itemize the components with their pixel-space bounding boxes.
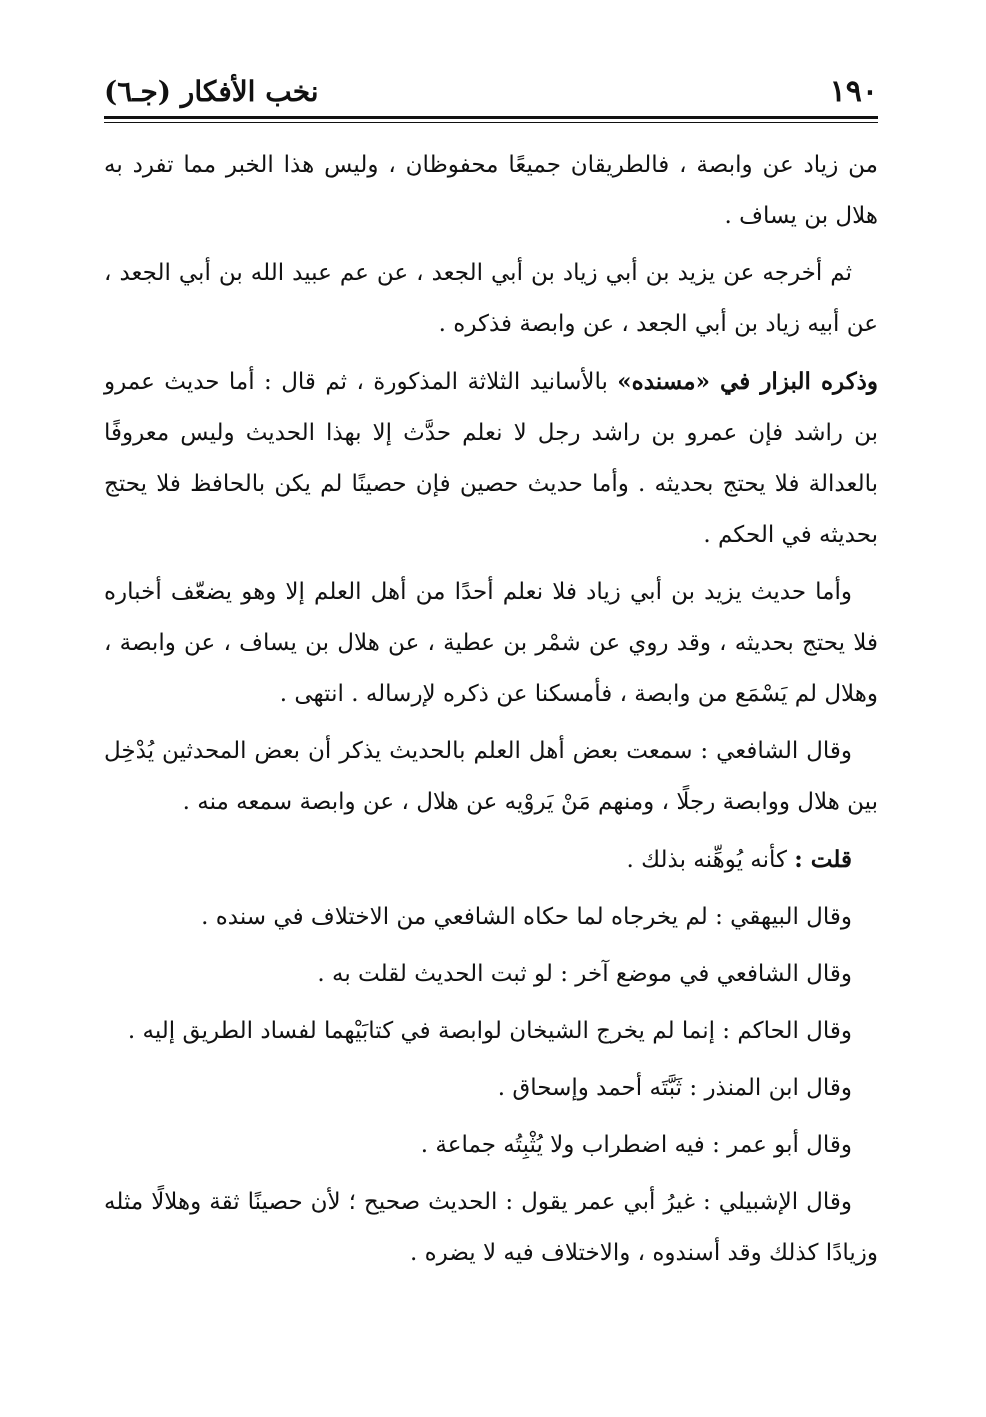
page-number: ١٩٠	[829, 74, 878, 109]
paragraph	[104, 248, 878, 350]
running-title: نخب الأفكار (جـ٦)	[104, 75, 319, 108]
paragraph-text: وقال البيهقي : لم يخرجاه لما حكاه الشافعي من الاختلاف في سنده .	[201, 904, 852, 930]
paragraph-text: وقال ابن المنذر : ثَبَّتَه أحمد وإسحاق .	[497, 1075, 852, 1101]
paragraph-text: وقال أبو عمر : فيه اضطراب ولا يُثْبِتُه جماعة .	[420, 1132, 852, 1158]
paragraph-text: كأنه يُوهِّنه بذلك .	[626, 847, 795, 873]
body-text	[104, 140, 878, 1285]
header-rule-thin	[104, 122, 878, 123]
paragraph	[104, 140, 878, 242]
paragraph-text: وقال الحاكم : إنما لم يخرج الشيخان لوابصة في كتابَيْهما لفساد الطريق إليه .	[127, 1018, 852, 1044]
paragraph	[104, 834, 878, 886]
paragraph-text: وأما حديث يزيد بن أبي زياد فلا نعلم أحدًا من أهل العلم إلا وهو يضعّف أخباره فلا يحتج بحديثه ، وقد روي عن شمْر بن عطية ، عن هلال بن يساف ، عن وابصة ، وهلال لم يَسْمَع من وابصة ، فأمسكنا عن ذكره لإرساله . انتهى .	[104, 579, 878, 707]
paragraph	[104, 726, 878, 828]
paragraph	[104, 567, 878, 720]
paragraph-text: بالأسانيد الثلاثة المذكورة ، ثم قال : أما حديث عمرو بن راشد فإن عمرو بن راشد رجل لا نعلم حدَّث إلا بهذا الحديث وليس معروفًا بالعدالة فلا يحتج بحديثه . وأما حديث حصين فإن حصينًا لم يكن بالحافظ فلا يحتج بحديثه في الحكم .	[104, 369, 878, 548]
paragraph	[104, 1006, 878, 1057]
header-rule-thick	[104, 116, 878, 119]
paragraph-bold-lead: وذكره البزار في «مسنده»	[617, 368, 878, 395]
paragraph-text: وقال الشافعي في موضع آخر : لو ثبت الحديث لقلت به .	[317, 961, 852, 987]
paragraph-text: وقال الإشبيلي : غيرُ أبي عمر يقول : الحديث صحيح ؛ لأن حصينًا ثقة وهلالًا مثله وزيادًا كذلك وقد أسندوه ، والاختلاف فيه لا يضره .	[104, 1189, 878, 1266]
paragraph	[104, 356, 878, 561]
paragraph-text: وقال الشافعي : سمعت بعض أهل العلم بالحديث يذكر أن بعض المحدثين يُدْخِل بين هلال ووابصة رجلًا ، ومنهم مَنْ يَروْيه عن هلال ، عن وابصة سمعه منه .	[104, 738, 878, 815]
paragraph	[104, 949, 878, 1000]
paragraph	[104, 1063, 878, 1114]
paragraph	[104, 1120, 878, 1171]
paragraph-text: ثم أخرجه عن يزيد بن أبي زياد بن أبي الجعد ، عن عم عبيد الله بن أبي الجعد ، عن أبيه زياد بن أبي الجعد ، عن وابصة فذكره .	[104, 260, 878, 337]
paragraph-bold-lead: قلت :	[794, 846, 852, 873]
paragraph	[104, 1177, 878, 1279]
paragraph	[104, 892, 878, 943]
page-header	[104, 72, 878, 112]
paragraph-text: من زياد عن وابصة ، فالطريقان جميعًا محفوظان ، وليس هذا الخبر مما تفرد به هلال بن يساف .	[104, 152, 878, 229]
